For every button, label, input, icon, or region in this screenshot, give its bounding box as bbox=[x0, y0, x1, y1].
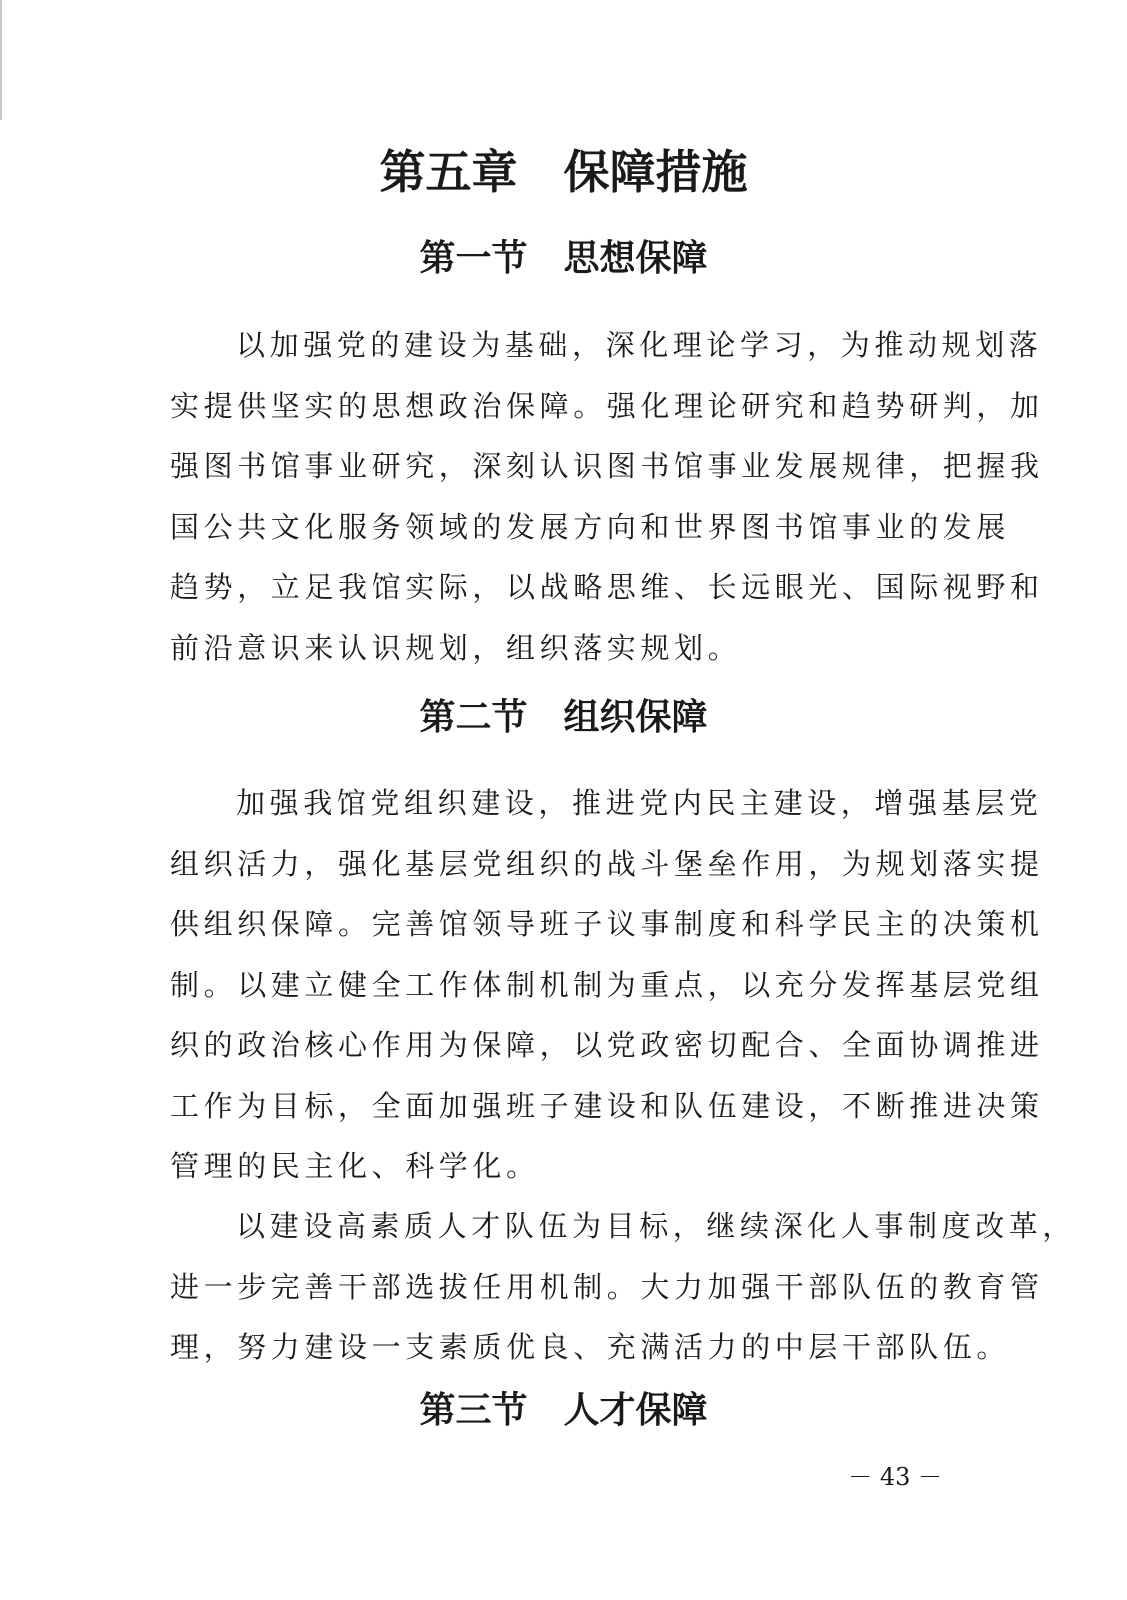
paragraph-line: 管理的民主化、科学化。 bbox=[170, 1149, 540, 1183]
section-1-paragraph-1 bbox=[170, 315, 1044, 678]
section-title-1: 第一节 思想保障 bbox=[419, 237, 708, 279]
section-title-3: 第三节 人才保障 bbox=[419, 1389, 708, 1431]
paragraph-line: 织的政治核心作用为保障，以党政密切配合、全面协调推进 bbox=[170, 1028, 1044, 1062]
scan-edge-mark bbox=[0, 0, 2, 120]
paragraph-line: 理，努力建设一支素质优良、充满活力的中层干部队伍。 bbox=[170, 1330, 1011, 1364]
paragraph-line: 制。以建立健全工作体制机制为重点，以充分发挥基层党组 bbox=[170, 967, 1044, 1002]
paragraph-line: 组织活力，强化基层党组织的战斗堡垒作用，为规划落实提 bbox=[170, 846, 1044, 881]
page-number: － 43 － bbox=[848, 1463, 942, 1491]
paragraph-line: 供组织保障。完善馆领导班子议事制度和科学民主的决策机 bbox=[170, 907, 1044, 941]
section-2-paragraph-2 bbox=[170, 1196, 1077, 1378]
chapter-title: 第五章 保障措施 bbox=[379, 145, 748, 199]
paragraph-line: 以加强党的建设为基础，深化理论学习，为推动规划落 bbox=[236, 328, 1043, 362]
paragraph-line: 工作为目标，全面加强班子建设和队伍建设，不断推进决策 bbox=[170, 1088, 1044, 1123]
section-2-paragraph-1 bbox=[170, 773, 1044, 1197]
section-title-2: 第二节 组织保障 bbox=[419, 696, 708, 738]
paragraph-line: 趋势，立足我馆实际，以战略思维、长远眼光、国际视野和 bbox=[170, 570, 1044, 604]
paragraph-line: 国公共文化服务领域的发展方向和世界图书馆事业的发展 bbox=[170, 509, 1011, 544]
paragraph-line: 加强我馆党组织建设，推进党内民主建设，增强基层党 bbox=[236, 786, 1043, 820]
paragraph-line: 前沿意识来认识规划，组织落实规划。 bbox=[170, 630, 742, 665]
paragraph-line: 强图书馆事业研究，深刻认识图书馆事业发展规律，把握我 bbox=[170, 449, 1044, 483]
paragraph-line: 以建设高素质人才队伍为目标，继续深化人事制度改革， bbox=[236, 1209, 1077, 1243]
paragraph-line: 进一步完善干部选拔任用机制。大力加强干部队伍的教育管 bbox=[170, 1269, 1044, 1304]
paragraph-line: 实提供坚实的思想政治保障。强化理论研究和趋势研判，加 bbox=[170, 388, 1044, 423]
